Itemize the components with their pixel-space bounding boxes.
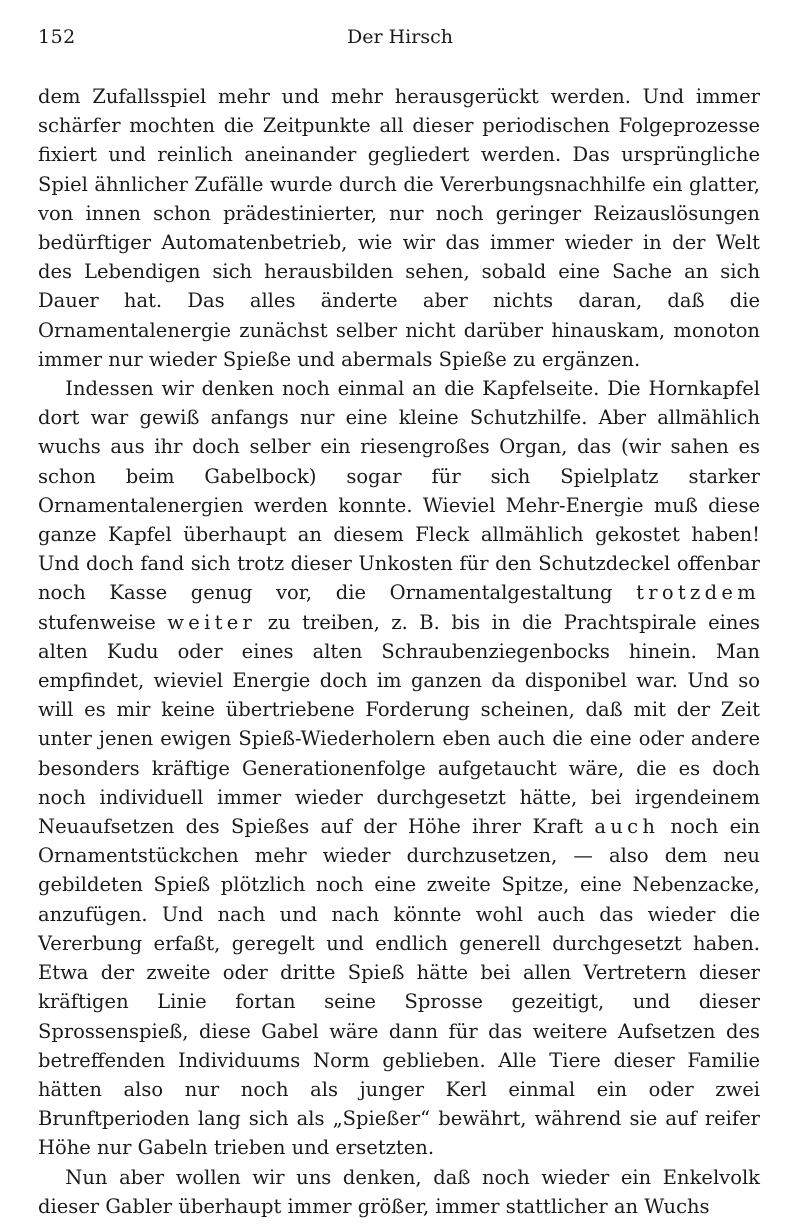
body-text — [38, 82, 760, 1221]
paragraph-3 — [38, 1163, 760, 1221]
paragraph-text: dem Zufallsspiel mehr und mehr herausgerückt werden. Und immer schärfer mochten die Zeitpunkte all dieser periodischen Folgeprozesse fixiert und reinlich aneinander gegliedert werden. Das ursprüngliche Spiel ähnlicher Zufälle wurde durch die Vererbungsnachhilfe ein glatter, von innen schon prädestinierter, nur noch geringer Reizauslösungen bedürftiger Automatenbetrieb, wie wir das immer wieder in der Welt des Lebendigen sich herausbilden sehen, sobald eine Sache an sich Dauer hat. Das alles änderte aber nichts daran, daß die Ornamentalenergie zunächst selber nicht darüber hinauskam, monoton immer nur wieder Spieße und abermals Spieße zu ergänzen. — [38, 85, 760, 371]
emphasis-spaced: auch — [594, 815, 660, 839]
paragraph-text: Nun aber wollen wir uns denken, daß noch wieder ein Enkelvolk dieser Gabler überhaupt immer größer, immer stattlicher an Wuchs — [38, 1165, 760, 1218]
page-header — [38, 26, 762, 56]
emphasis-spaced: weiter — [167, 610, 257, 634]
paragraph-1 — [38, 82, 760, 374]
emphasis-spaced: trotzdem — [636, 581, 760, 605]
page-number: 152 — [38, 26, 76, 48]
paragraph-2 — [38, 374, 760, 1162]
paragraph-text: noch ein Ornamentstückchen mehr wieder durchzusetzen, — also dem neu gebildeten Spieß plötzlich noch eine zweite Spitze, eine Nebenzacke, anzufügen. Und nach und nach könnte wohl auch das wieder die Vererbung erfaßt, geregelt und endlich generell durchgesetzt haben. Etwa der zweite oder dritte Spieß hätte bei allen Vertretern dieser kräftigen Linie fortan seine Sprosse gezeitigt, und dieser Sprossenspieß, diese Gabel wäre dann für das weitere Aufsetzen des betreffenden Individuums Norm geblieben. Alle Tiere dieser Familie hätten also nur noch als junger Kerl einmal ein oder zwei Brunftperioden lang sich als „Spießer“ bewährt, während sie auf reifer Höhe nur Gabeln trieben und ersetzten. — [38, 815, 761, 1160]
paragraph-text: Indessen wir denken noch einmal an die Kapfelseite. Die Hornkapfel dort war gewiß anfangs nur eine kleine Schutzhilfe. Aber allmählich wuchs aus ihr doch selber ein riesengroßes Organ, das (wir sahen es schon beim Gabelbock) sogar für sich Spielplatz starker Ornamentalenergien werden konnte. Wieviel Mehr-Energie muß diese ganze Kapfel überhaupt an diesem Fleck allmählich gekostet haben! Und doch fand sich trotz dieser Unkosten für den Schutzdeckel offenbar noch Kasse genug vor, die Ornamentalgestaltung — [38, 377, 760, 605]
paragraph-text: stufenweise — [38, 610, 168, 634]
paragraph-text: zu treiben, z. B. bis in die Prachtspirale eines alten Kudu oder eines alten Schraubenziegenbocks hinein. Man empfindet, wieviel Energie doch im ganzen da disponibel war. Und so will es mir keine übertriebene Forderung scheinen, daß mit der Zeit unter jenen ewigen Spieß-Wiederholern eben auch die eine oder andere besonders kräftige Generationenfolge aufgetaucht wäre, die es doch noch individuell immer wieder durchgesetzt hätte, bei irgendeinem Neuaufsetzen des Spießes auf der Höhe ihrer Kraft — [38, 610, 760, 839]
running-title: Der Hirsch — [347, 26, 453, 48]
